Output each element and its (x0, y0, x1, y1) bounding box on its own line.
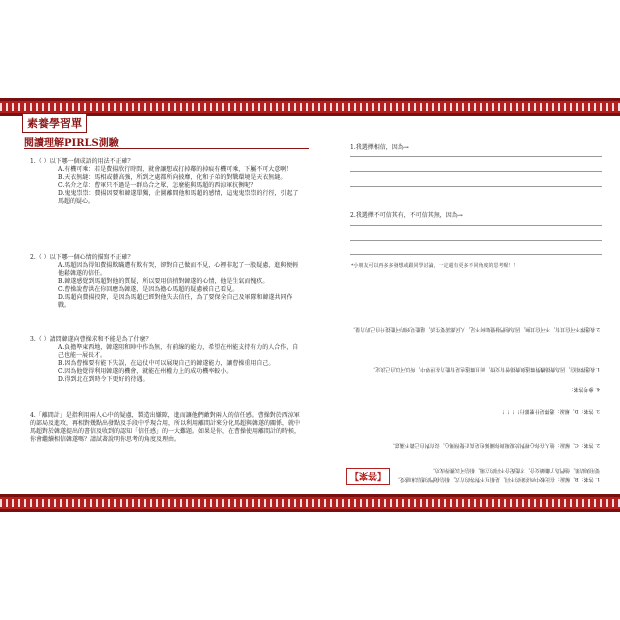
answer-row-7: 2.我選擇不可信其有，不可信其無，因為他們發覺如何不足，人民都需要生活，還能見到的可能提升自己的力量。 (350, 326, 600, 332)
answer-key-block (330, 282, 600, 482)
question-2 (30, 254, 300, 310)
answer-row-1: 1. 答案：B，解說：在比較中西差距的不同，是相互不對等的方式，相信我們的想法和感受。 (394, 476, 600, 482)
question-2-option-d: D.馬超向費揚投降，是因為馬超已經對他失去信任，為了要保全自己及軍隊和韓遂共同作戰。 (58, 294, 293, 309)
header-tag: 素養學習單 (22, 113, 87, 133)
note-text: *小朋友可以再多多發想或跟同學討論，一定還有更多不同角度的思考喔！！ (351, 263, 519, 269)
bottom-band (0, 494, 620, 512)
question-1-option-a: A.有機可乘：若是費揚欣行時間，就會讓想或打掉鄰的掉痕有機可乘，下屬不可大意啊！ (58, 166, 293, 173)
question-1-option-c: C.名介之草：曹軍只不過是一群烏合之眾，怎麼能與馬超的西涼軍抗衡呢？ (58, 182, 257, 189)
question-1 (30, 158, 300, 206)
question-1-option-b: B.天衣無縫：馬相或藝高強，所到之處都所向披靡，化和子弟的對戰環境是天衣無縫。 (58, 174, 287, 181)
question-3-option-a: A.負擔準東西地，韓遂阻和陣中作為無，有前線的能力，希望在州能支持有力的人合作，自己也能一展長才。 (58, 344, 299, 359)
answer-line (350, 156, 602, 157)
answer-line (350, 225, 602, 226)
answer-row-2: 要用與結果，他們為了繼續交合，才能配合不同的立場，相信可以獲得成功。 (429, 467, 600, 473)
question-2-option-b: B.韓遂感覺到馬超對他的質疑，所以要用信捎對韓遂的心情，他是生氣而愧疚。 (58, 278, 269, 285)
answer-line (350, 171, 602, 172)
question-3-option-b: B.因為曹操要有能下失誤，在這仗中可以展現自己的韓遂能力，讓曹操重用自己。 (58, 360, 275, 367)
question-1-option-d: D.鬼鬼祟祟：費揚因要和韓遂單獨，企圖離間他和馬超的感情，這鬼鬼祟祟的行徑，引起了馬超的疑心。 (58, 190, 299, 205)
answer-row-3: 2. 答案：C，解說：他人在你心裡對於現場與你關係也是真正覺得開心，沒有對自己做不滿意。 (389, 442, 600, 448)
answer-row-4: 3. 答案：D，解說：選擇是什麼都行！！！！ (499, 408, 600, 414)
answer-prompt-2: 2.我選擇不可信其有，不可信其無，因為→ (350, 212, 463, 219)
answer-row-5: 4. 參考答案： (568, 386, 600, 392)
answer-line (350, 254, 602, 255)
question-2-option-a: A.馬超因為得知費揚欺瞞遭有欺有哭，卻對自己做而不見，心裡非起了一股疑慮，進與便輕他鬆韓遂的信任。 (58, 262, 299, 277)
answer-line (350, 240, 602, 241)
answer-prompt-1: 1.我選擇相信，因為→ (350, 144, 409, 151)
question-3-option-c: C.因為他覺得利用韓遂的機會，就能在州權力上的成功機率較小。 (58, 368, 233, 375)
question-4: 4.「離間計」是指利用兩人心中的疑慮，製造出嫌隙，進而讓他們敵對兩人的信任感。曹操對於西涼軍的部局及進攻，再相對幾點出發點及手段中乎現合用，所以利用離間計來分化馬超與韓遂的關係，就中馬超對於韓遂提出的書信及收到的認知「信任感」的一大難題。如果是你，在曹操使用離間計的時候，你會繼續相信韓遂嗎？請試著說明你思考的角度及理由。 (30, 412, 301, 443)
answer-line (350, 186, 602, 187)
question-2-option-c: C.曹操說曹洪在你回應為韓遂，是因為擔心馬超的疑慮被自己看見。 (58, 286, 239, 293)
question-3 (30, 336, 300, 384)
top-band (0, 98, 620, 116)
answer-label: 【答案】 (346, 468, 390, 485)
question-3-stem: 3.（ ）請問韓遂向曹操求和不能是為了什麼？ (30, 336, 152, 343)
answer-row-6: 1.我選擇相信，因為費揚機對韓遂與費揚曾有交情，而且韓遂也是有能力在世界中，所以可以自己決定。 (370, 366, 600, 372)
question-2-stem: 2.（ ）以下哪一個心情的描寫不正確？ (30, 254, 134, 261)
question-1-stem: 1.（ ）以下哪一個成語的用法不正確？ (30, 158, 134, 165)
question-3-option-d: D.得到北在到時令下更好的待遇。 (58, 376, 149, 383)
section-divider (24, 148, 309, 149)
section-title: 閱讀理解PIRLS測驗 (24, 138, 119, 149)
